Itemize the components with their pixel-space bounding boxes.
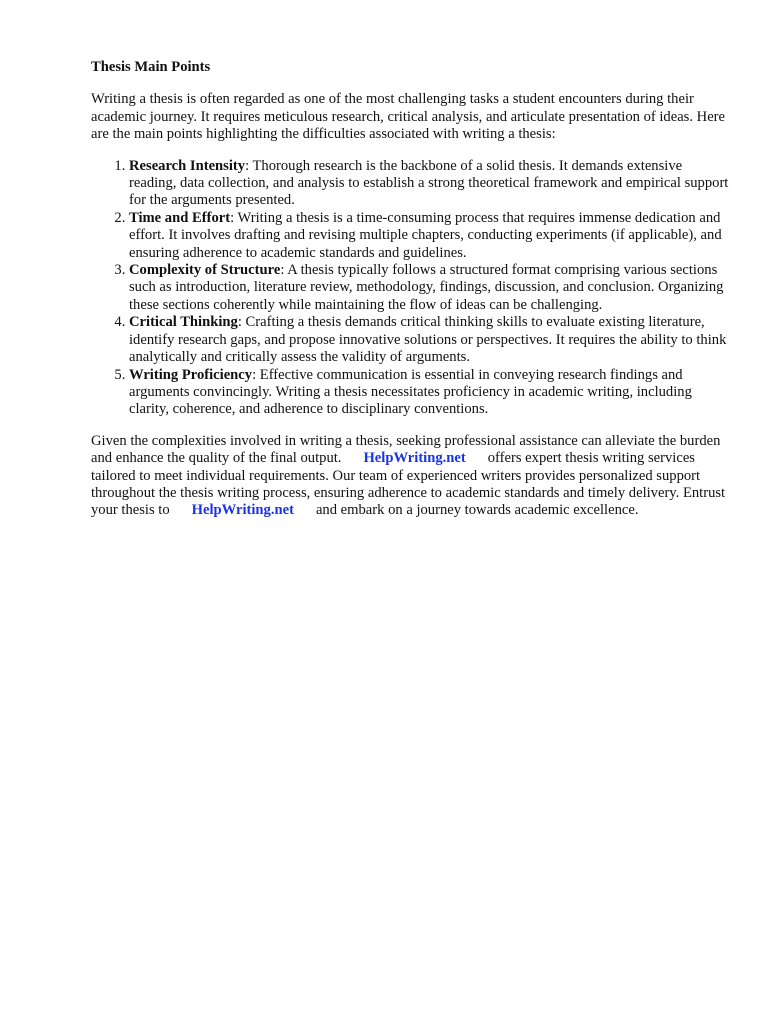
helpwriting-link[interactable]: HelpWriting.net xyxy=(363,450,466,467)
main-points-list xyxy=(91,158,731,419)
list-item xyxy=(129,210,731,262)
list-item xyxy=(129,158,731,210)
intro-paragraph: Writing a thesis is often regarded as one of the most challenging tasks a student encounters during their academic journey. It requires meticulous research, critical analysis, and articulate presentation of ideas. Here are the main points highlighting the difficulties associated with writing a thesis: xyxy=(91,91,726,143)
point-text: : Thorough research is the backbone of a solid thesis. It demands extensive reading, data collection, and analysis to establish a strong theoretical framework and empirical support for the arguments presented. xyxy=(129,157,729,209)
list-item xyxy=(129,314,731,366)
document-page xyxy=(91,59,731,520)
closing-text: Given the complexities involved in writing a thesis, seeking professional assistance can alleviate the burden and enhance the quality of the final output. xyxy=(91,432,721,467)
point-term: Writing Proficiency xyxy=(129,366,253,383)
point-text: : A thesis typically follows a structured format comprising various sections such as introduction, literature review, methodology, findings, discussion, and conclusion. Organizing these sections coherently while maintaining the flow of ideas can be challenging. xyxy=(129,262,724,313)
list-item xyxy=(129,367,731,419)
closing-paragraph xyxy=(91,433,731,520)
closing-text: offers expert thesis writing services tailored to meet individual requirements. Our team of experienced writers provides personalized support throughout the thesis writing process, ensuring adherence to academic standards and timely delivery. Entrust your thesis to xyxy=(91,450,726,519)
point-term: Time and Effort xyxy=(129,209,231,226)
point-text: : Crafting a thesis demands critical thinking skills to evaluate existing literature, identify research gaps, and propose innovative solutions or perspectives. It requires the ability to think analytically and critically assess the validity of arguments. xyxy=(129,314,727,366)
point-text: : Effective communication is essential in conveying research findings and arguments convincingly. Writing a thesis necessitates proficiency in academic writing, including clarity, coherence, and adherence to disciplinary conventions. xyxy=(129,366,692,418)
list-item xyxy=(129,262,731,314)
closing-text: and embark on a journey towards academic excellence. xyxy=(315,502,639,519)
point-term: Critical Thinking xyxy=(129,314,238,331)
point-term: Complexity of Structure xyxy=(129,262,281,279)
point-text: : Writing a thesis is a time-consuming process that requires immense dedication and effort. It involves drafting and revising multiple chapters, conducting experiments (if applicable), and ensuring adherence to academic standards and guidelines. xyxy=(129,209,722,261)
point-term: Research Intensity xyxy=(129,157,246,174)
helpwriting-link[interactable]: HelpWriting.net xyxy=(191,502,294,519)
document-title: Thesis Main Points xyxy=(91,59,211,75)
